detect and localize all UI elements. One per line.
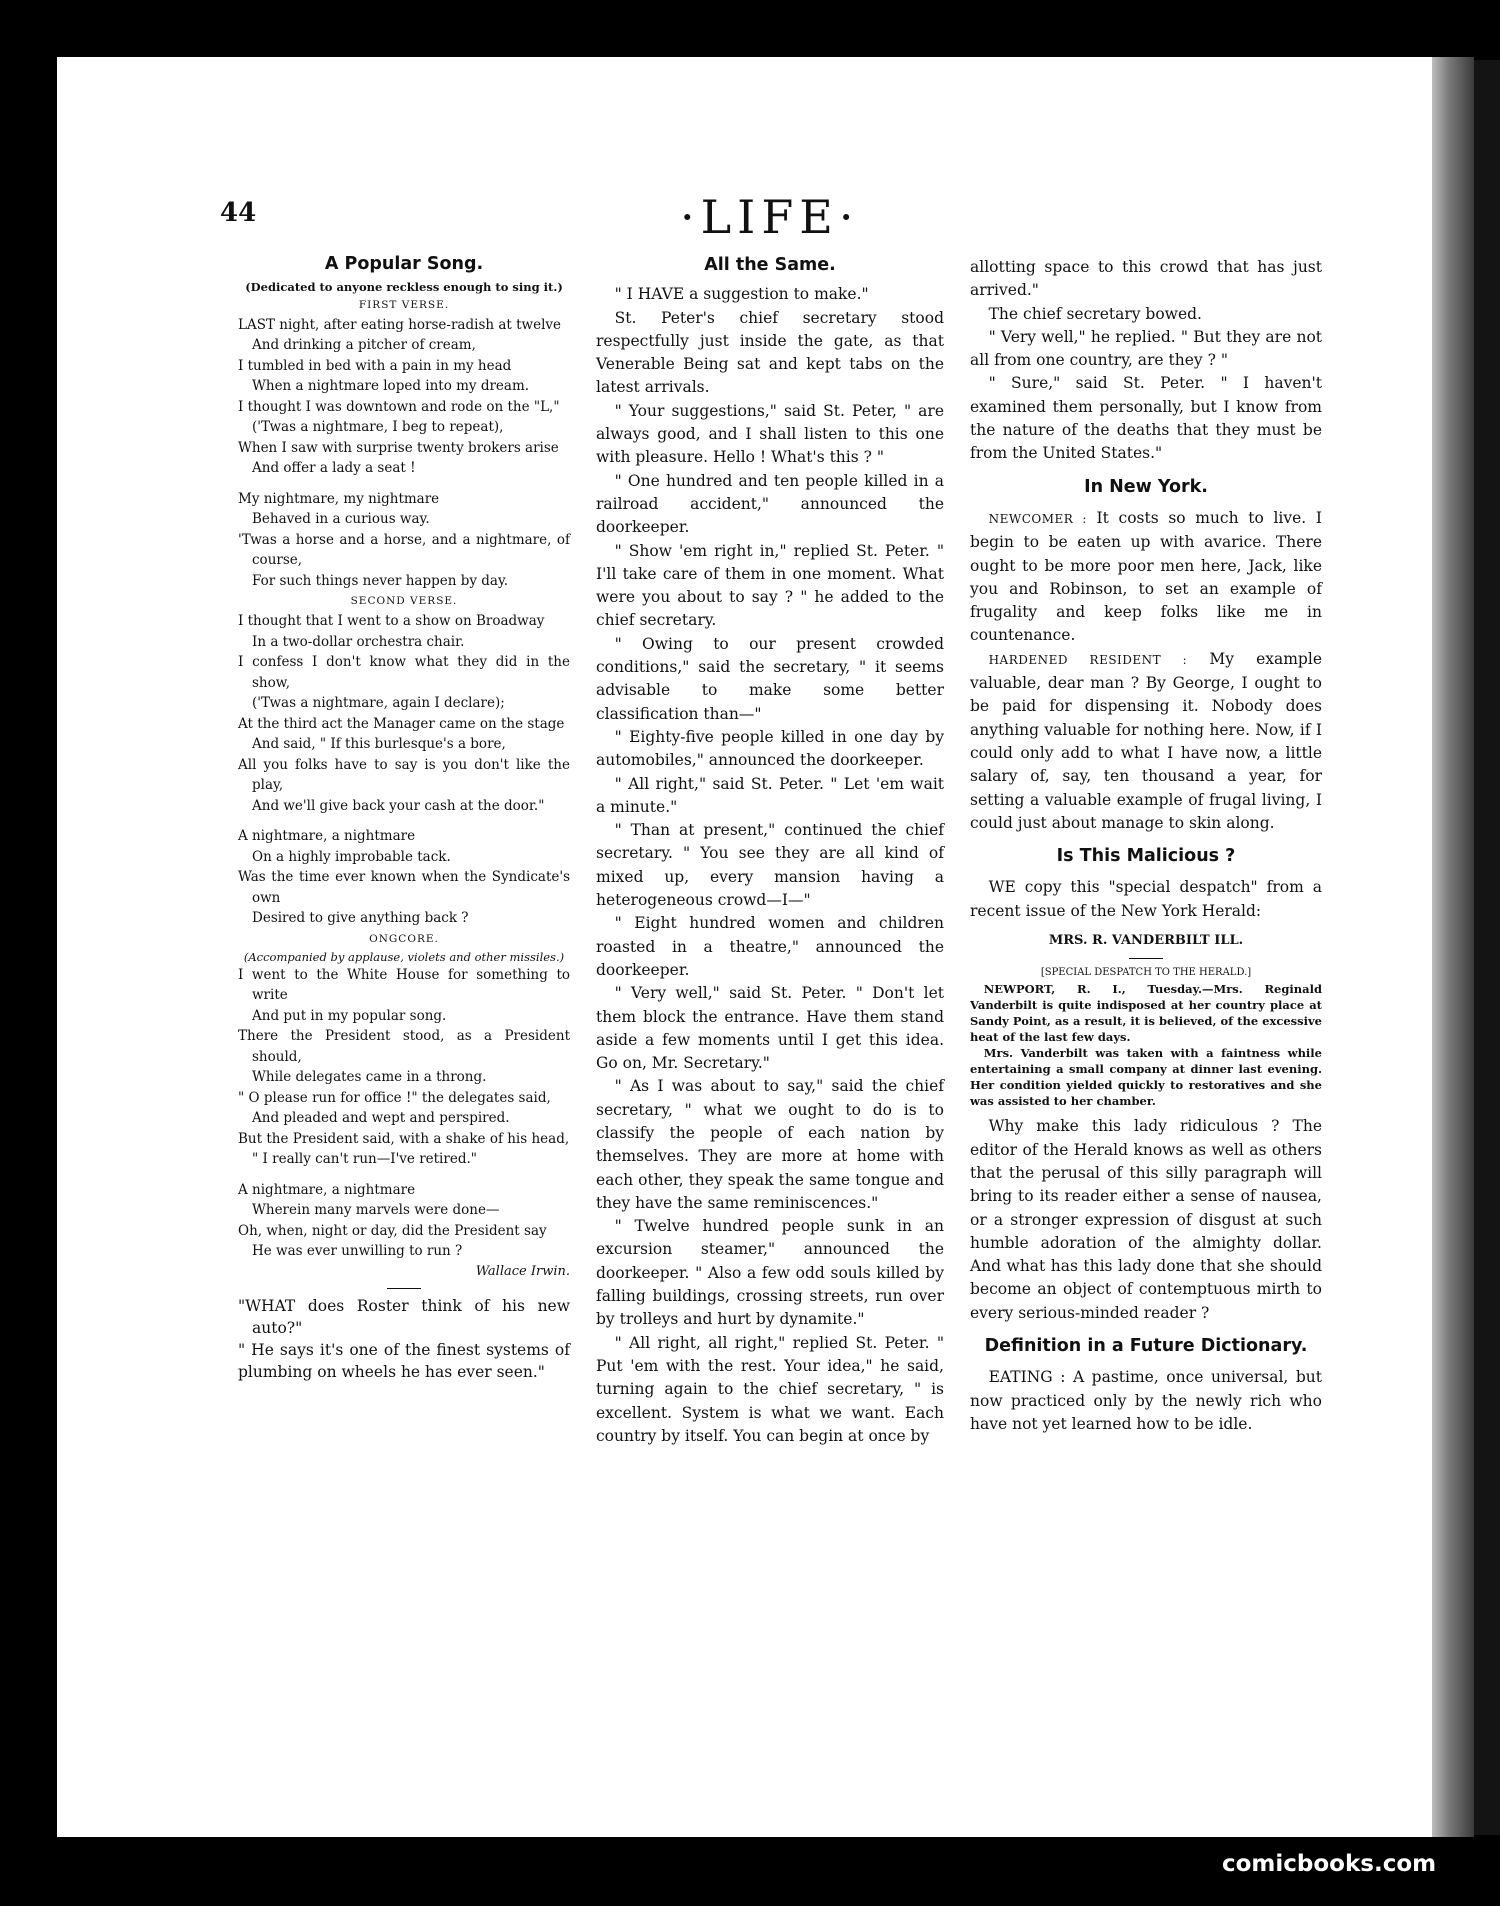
verse1-label: FIRST VERSE. xyxy=(358,298,450,311)
chorus-line: He was ever unwilling to run ? xyxy=(252,1243,463,1259)
encore-label: ONGCORE. xyxy=(369,932,439,945)
verse-line: And said, " If this burlesque's a bore, xyxy=(252,736,506,752)
story-paragraph: " Than at present," continued the chief secretary. " You see they are all kind of mixed up, every mansion having a heterogeneous crowd—I—" xyxy=(596,821,944,910)
story-paragraph: " I HAVE a suggestion to make." xyxy=(614,285,869,304)
story-paragraph: " Eighty-five people killed in one day by automobiles," announced the doorkeeper. xyxy=(596,727,944,770)
verse-line: I went to the White House for something to write xyxy=(238,966,570,1003)
verse-line: When a nightmare loped into my dream. xyxy=(252,378,530,394)
story-paragraph: " Your suggestions," said St. Peter, " are always good, and I shall listen to this one with pleasure. Hello ! What's this ? " xyxy=(596,401,944,467)
chorus-line: For such things never happen by day. xyxy=(252,572,509,589)
story-paragraph: " Owing to our present crowded conditions," said the secretary, " it seems advisable to make some better classification than—" xyxy=(596,634,944,723)
story-paragraph: " One hundred and ten people killed in a railroad accident," announced the doorkeeper. xyxy=(596,471,944,537)
story-continued xyxy=(970,256,1322,466)
watermark: comicbooks.com xyxy=(1222,1851,1437,1877)
story-paragraph: " Twelve hundred people sunk in an excursion steamer," announced the doorkeeper. " Also a few odd souls killed by falling buildings, crossing streets, run over by trolleys and hurt by dynamite." xyxy=(596,1217,944,1329)
ny-paragraph-2 xyxy=(970,648,1322,835)
page-number: 44 xyxy=(220,198,257,228)
poem-dedication: (Dedicated to anyone reckless enough to sing it.) xyxy=(245,279,563,294)
verse-line: All you folks have to say is you don't like the play, xyxy=(238,756,570,793)
verse1 xyxy=(238,315,570,479)
story-paragraph: The chief secretary bowed. xyxy=(988,304,1202,323)
story-paragraph: " Show 'em right in," replied St. Peter. " I'll take care of them in one moment. What were you about to say ? " he added to the chief secretary. xyxy=(596,541,944,630)
chorus-line: Behaved in a curious way. xyxy=(252,511,430,527)
ny-speaker-1: NEWCOMER : xyxy=(988,511,1087,526)
chorus-line: A nightmare, a nightmare xyxy=(238,828,416,844)
joke-question: "WHAT does Roster think of his new auto?" xyxy=(238,1297,570,1337)
definition-text: EATING : A pastime, once universal, but now practiced only by the newly rich who have not yet learned how to be idle. xyxy=(970,1368,1322,1433)
poem-signature: Wallace Irwin. xyxy=(475,1263,570,1279)
joke-answer: " He says it's one of the finest systems of plumbing on wheels he has ever seen." xyxy=(238,1341,570,1381)
ny-text-1: It costs so much to live. I begin to be eaten up with avarice. There ought to be more poor men here, Jack, like you and Robinson, to set an example of frugality and keep folks like me in countenance. xyxy=(970,508,1322,645)
encore-note: (Accompanied by applause, violets and other missiles.) xyxy=(243,949,565,964)
story-paragraph: " Very well," he replied. " But they are not all from one country, are they ? " xyxy=(970,327,1322,370)
clipping-paragraph-1: NEWPORT, R. I., Tuesday.—Mrs. Reginald Vanderbilt is quite indisposed at her country place at Sandy Point, as a result, it is believed, of the excessive heat of the last few days. xyxy=(970,982,1322,1045)
story-paragraph: " Sure," said St. Peter. " I haven't examined them personally, but I know from the nature of the deaths that they must be from the United States." xyxy=(970,374,1322,463)
verse-line: I thought I was downtown and rode on the "L," xyxy=(238,398,560,415)
verse-line: I thought that I went to a show on Broadway xyxy=(238,613,545,629)
ny-text-2: My example valuable, dear man ? By George, I ought to be paid for dispensing it. Nobody does anything valuable for nothing here. Now, if I could only add to what I have now, a little salary of, say, ten thousand a year, for setting a valuable example of frugal living, I could just about manage to skin along. xyxy=(970,649,1322,832)
verse-line: There the President stood, as a President should, xyxy=(238,1028,570,1065)
verse-line: I tumbled in bed with a pain in my head xyxy=(238,357,512,374)
malicious-commentary: Why make this lady ridiculous ? The editor of the Herald knows as well as others that the perusal of this silly paragraph will bring to its reader either a sense of nausea, or a stronger expression of disgust at such humble adoration of the almighty dollar. And what has this lady done that she should become an object of contemptuous mirth to every serious-minded reader ? xyxy=(970,1117,1322,1322)
verse-line: And drinking a pitcher of cream, xyxy=(252,337,476,353)
malicious-intro: WE copy this "special despatch" from a recent issue of the New York Herald: xyxy=(970,878,1322,920)
verse-line: And we'll give back your cash at the door." xyxy=(252,797,545,814)
verse-line: And offer a lady a seat ! xyxy=(252,460,416,476)
chorus-line: 'Twas a horse and a horse, and a nightmare, of course, xyxy=(238,531,570,568)
page-edge-shadow xyxy=(1432,57,1474,1837)
verse-line: And pleaded and wept and perspired. xyxy=(252,1110,510,1126)
verse-line: When I saw with surprise twenty brokers arise xyxy=(238,439,559,456)
malicious-title: Is This Malicious ? xyxy=(1056,846,1236,867)
verse2 xyxy=(238,611,570,816)
encore-verse xyxy=(238,965,570,1170)
chorus3 xyxy=(238,1180,570,1262)
verse2-label: SECOND VERSE. xyxy=(350,595,458,607)
ny-speaker-2: HARDENED RESIDENT : xyxy=(988,652,1188,667)
section-rule xyxy=(387,1288,421,1289)
chorus-line: Wherein many marvels were done— xyxy=(252,1202,500,1218)
chorus-line: Was the time ever known when the Syndicate's own xyxy=(238,869,570,906)
clipping-paragraph-2: Mrs. Vanderbilt was taken with a faintness while entertaining a small company at dinner last evening. Her condition yielded quickly to restoratives and she was assisted to her chamber. xyxy=(970,1046,1322,1109)
ny-paragraph-1 xyxy=(970,507,1322,648)
story-paragraph: " Very well," said St. Peter. " Don't let them block the entrance. Have them stand aside a few moments until I get this idea. Go on, Mr. Secretary." xyxy=(596,984,944,1073)
verse-line: " I really can't run—I've retired." xyxy=(252,1151,477,1167)
story-body xyxy=(596,283,944,1448)
story-paragraph: " All right, all right," replied St. Peter. " Put 'em with the rest. Your idea," he said, turning again to the chief secretary, " is excellent. System is what we want. Each country by itself. You can begin at once by xyxy=(596,1333,944,1445)
column-right xyxy=(970,256,1322,1436)
story-paragraph: St. Peter's chief secretary stood respectfully just inside the gate, as that Venerable Being sat and kept tabs on the latest arrivals. xyxy=(596,308,944,397)
verse-line: I confess I don't know what they did in the show, xyxy=(238,654,570,691)
chorus-line: On a highly improbable tack. xyxy=(252,848,451,865)
story-paragraph: " Eight hundred women and children roasted in a theatre," announced the doorkeeper. xyxy=(596,914,944,979)
clipping-subtitle: [SPECIAL DESPATCH TO THE HERALD.] xyxy=(1040,967,1252,979)
verse-line: ('Twas a nightmare, I beg to repeat), xyxy=(252,419,504,435)
clipping-title: MRS. R. VANDERBILT ILL. xyxy=(1048,933,1244,949)
definition-title: Definition in a Future Dictionary. xyxy=(984,1335,1308,1356)
verse-line: LAST night, after eating horse-radish at twelve xyxy=(238,316,562,333)
verse-line: But the President said, with a shake of his head, xyxy=(238,1130,570,1147)
chorus1 xyxy=(238,489,570,592)
story-paragraph: " All right," said St. Peter. " Let 'em wait a minute." xyxy=(596,774,944,816)
ny-title: In New York. xyxy=(1084,476,1208,497)
verse-line: " O please run for office !" the delegates said, xyxy=(238,1089,551,1106)
masthead: ·LIFE· xyxy=(680,190,860,244)
poem-title: A Popular Song. xyxy=(324,254,484,274)
chorus-line: Desired to give anything back ? xyxy=(252,910,469,926)
verse-line: While delegates came in a throng. xyxy=(252,1069,487,1085)
story-paragraph: allotting space to this crowd that has just arrived." xyxy=(970,258,1322,300)
column-poem xyxy=(238,254,570,1383)
chorus-line: My nightmare, my nightmare xyxy=(238,490,440,507)
clipping-rule xyxy=(1129,958,1163,959)
verse-line: ('Twas a nightmare, again I declare); xyxy=(252,695,505,711)
chorus2 xyxy=(238,826,570,929)
chorus-line: A nightmare, a nightmare xyxy=(238,1181,416,1198)
verse-line: In a two-dollar orchestra chair. xyxy=(252,633,465,650)
story-title: All the Same. xyxy=(704,255,836,275)
verse-line: And put in my popular song. xyxy=(252,1007,447,1024)
chorus-line: Oh, when, night or day, did the President say xyxy=(238,1222,547,1239)
binding-edge xyxy=(1474,60,1500,1835)
verse-line: At the third act the Manager came on the stage xyxy=(238,715,565,732)
story-paragraph: " As I was about to say," said the chief secretary, " what we ought to do is to classify the people of each nation by themselves. They are more at home with each other, they speak the same tongue and they have the same reminiscences." xyxy=(596,1077,944,1212)
column-story xyxy=(596,254,944,1448)
